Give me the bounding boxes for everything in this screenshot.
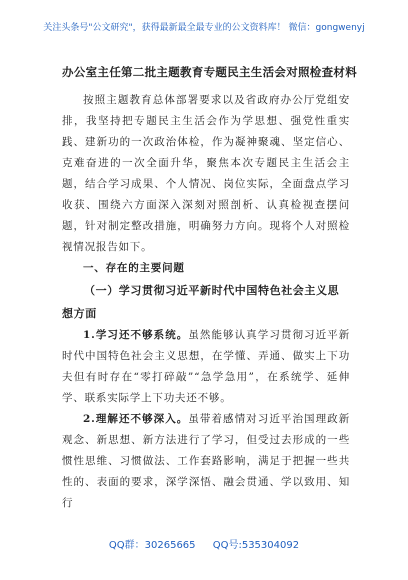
item-lead-1: 1.学习还不够系统。 (83, 329, 189, 341)
item-paragraph-1 (62, 325, 350, 409)
item-paragraph-2 (62, 409, 350, 514)
header-banner: 关注头条号"公文研究"，获得最新最全最专业的公文资料库！ 微信：gongwenyj (43, 23, 365, 33)
footer-qq-group: QQ群：30265665 (108, 540, 196, 551)
item-text-2: 虽带着感情对习近平治国理政新观念、新思想、新方法进行了学习，但受过去形成的一些惯性思维、习惯做法、工作套路影响，满足于把握一些共性的、表面的要求，深学深悟、融会贯通、学以致用、知行 (62, 413, 351, 509)
intro-paragraph: 按照主题教育总体部署要求以及省政府办公厅党组安排，我坚持把专题民主生活会作为学思想、强党性重实践、建新功的一次政治体检，作为凝神聚魂、坚定信心、克难奋进的一次全面升华，聚焦本次专题民主生活会主题，结合学习成果、个人情况、岗位实际，全面盘点学习收获、围绕六方面深入深刻对照剖析、认真检视查摆问题，针对制定整改措施，明确努力方向。现将个人对照检视情况报告如下。 (62, 94, 350, 253)
item-lead-2: 2.理解还不够深入。 (83, 413, 189, 425)
subsection-heading: （一）学习贯彻习近平新时代中国特色社会主义思想方面 (62, 284, 340, 320)
section-heading: 一、存在的主要问题 (83, 262, 185, 274)
item-text-1: 虽然能够认真学习贯彻习近平新时代中国特色社会主义思想，在学懂、弄通、做实上下功夫但有时存在“零打碎敲”“急学急用”，在系统学、延伸学、联系实际学上下功夫还不够。 (62, 329, 351, 404)
document-body (62, 64, 357, 514)
footer-qq: QQ号:535304092 (212, 540, 300, 551)
document-title: 办公室主任第二批主题教育专题民主生活会对照检查材料 (62, 65, 357, 79)
footer-contact (0, 536, 408, 551)
